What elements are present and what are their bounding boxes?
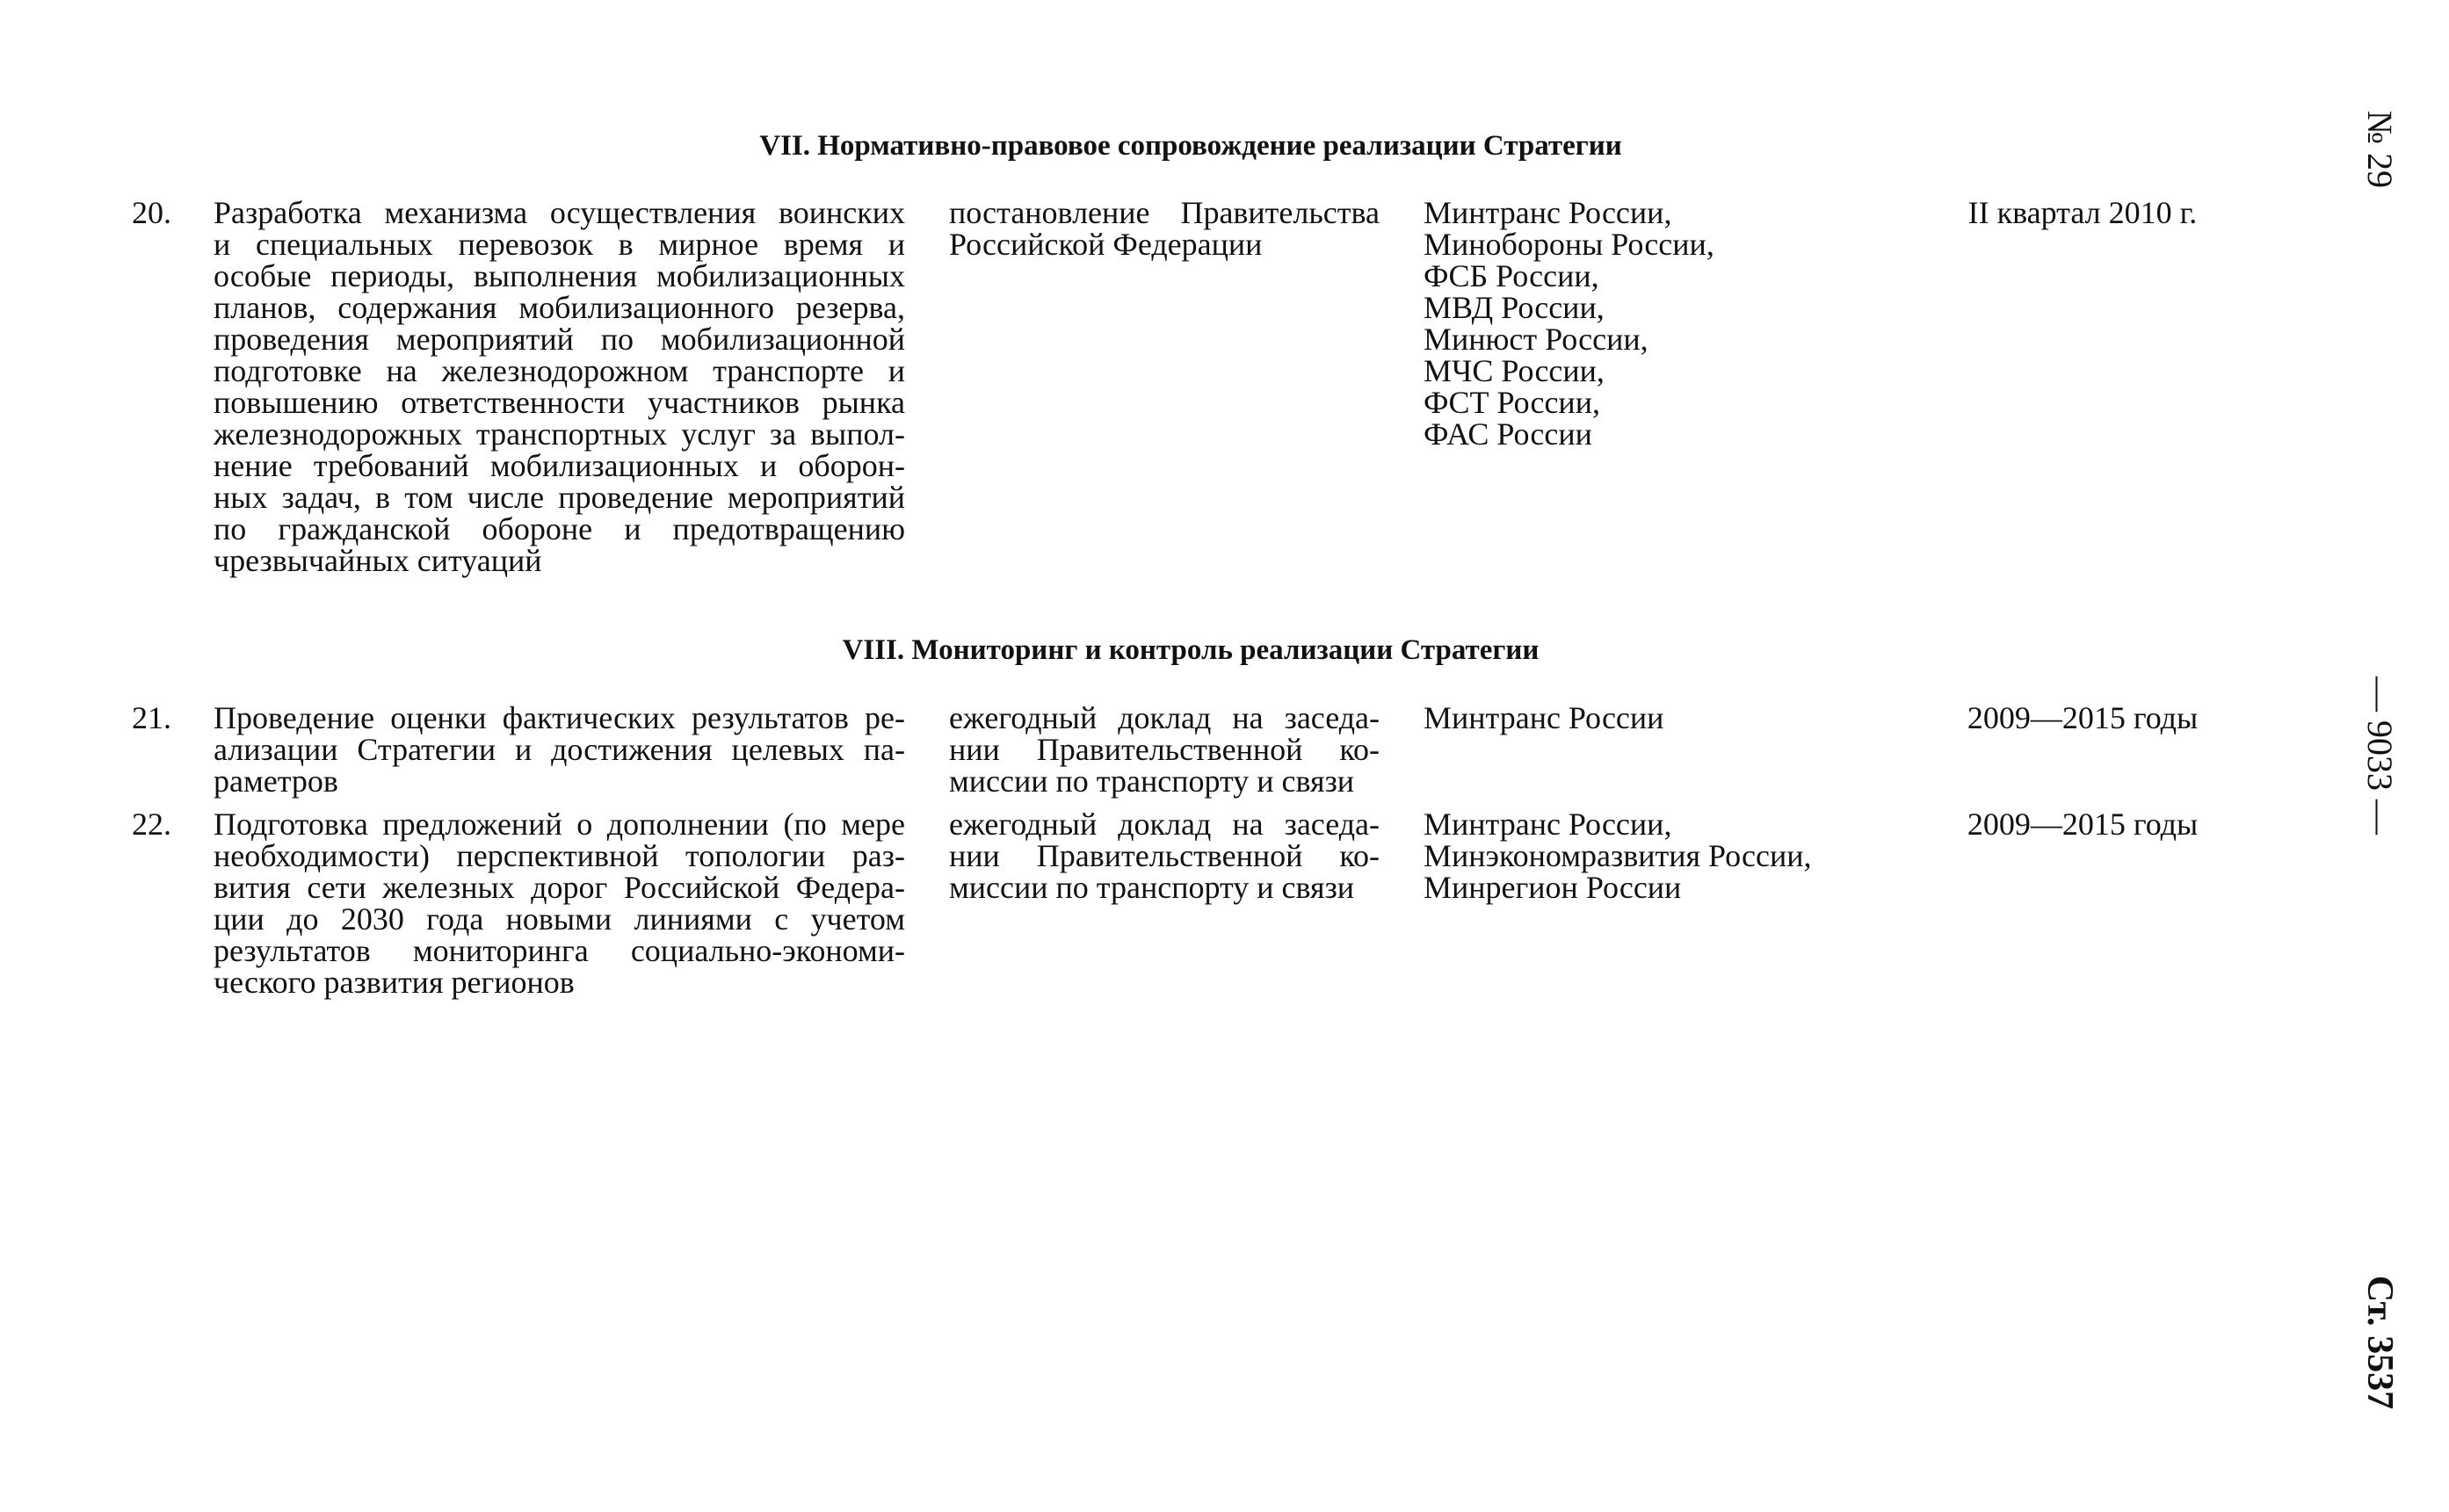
measure-cell xyxy=(214,808,905,998)
measure-line: Подготовка предложений о дополнении (по мере xyxy=(214,807,905,842)
measure-cell xyxy=(214,702,905,797)
issue-number-text: № 29 xyxy=(2360,110,2400,189)
measure-cell xyxy=(214,197,905,576)
measure-line: Проведение оценки фактических результатов ре- xyxy=(214,700,905,735)
measure-line: особые периоды, выполнения мобилизационных xyxy=(214,258,905,293)
row-number: 21. xyxy=(132,700,171,735)
page-number-text: — 9033 — xyxy=(2360,676,2400,835)
responsible-line: Минтранс России, xyxy=(1424,195,1672,230)
responsible-line: Минюст России, xyxy=(1424,322,1648,357)
responsible-line: ФСТ России, xyxy=(1424,385,1600,420)
responsible-cell xyxy=(1424,702,1880,734)
row-number: 20. xyxy=(132,195,171,230)
deadline-cell: II квартал 2010 г. xyxy=(1967,195,2198,230)
responsible-line: Минрегион России xyxy=(1424,870,1682,905)
measure-line: ных задач, в том числе проведение мероприятий xyxy=(214,480,905,515)
measure-line: повышению ответственности участников рынка xyxy=(214,385,905,420)
measure-line: результатов мониторинга социально-экономи- xyxy=(214,933,905,968)
measure-line: вития сети железных дорог Российской Федера- xyxy=(214,870,905,905)
responsible-line: ФАС России xyxy=(1424,416,1592,452)
measure-line: и специальных перевозок в мирное время и xyxy=(214,227,905,262)
form-line: миссии по транспорту и связи xyxy=(949,763,1355,799)
measure-line: железнодорожных транспортных услуг за выпол- xyxy=(214,416,905,452)
responsible-line: Минобороны России, xyxy=(1424,227,1714,262)
measure-line: нение требований мобилизационных и оборон- xyxy=(214,448,905,483)
measure-line: ции до 2030 года новыми линиями с учетом xyxy=(214,901,905,937)
form-line: миссии по транспорту и связи xyxy=(949,870,1355,905)
measure-line: чрезвычайных ситуаций xyxy=(214,543,542,578)
document-form-cell xyxy=(949,197,1380,260)
measure-line: Разработка механизма осуществления воинских xyxy=(214,195,905,230)
form-line: нии Правительственной ко- xyxy=(949,838,1380,873)
article-number-text: Ст. 3537 xyxy=(2359,1275,2400,1410)
responsible-cell xyxy=(1424,197,1880,450)
responsible-line: МЧС России, xyxy=(1424,353,1605,388)
responsible-line: Минтранс России, xyxy=(1424,807,1672,842)
document-form-cell xyxy=(949,702,1380,797)
measure-line: раметров xyxy=(214,763,338,799)
responsible-line: МВД России, xyxy=(1424,290,1605,325)
section-title-vii: VII. Нормативно-правовое сопровождение реализации Стратегии xyxy=(759,130,1622,162)
deadline-cell: 2009—2015 годы xyxy=(1967,807,2199,842)
measure-line: проведения мероприятий по мобилизационной xyxy=(214,322,905,357)
form-line: ежегодный доклад на заседа- xyxy=(949,700,1380,735)
measure-line: ализации Стратегии и достижения целевых па- xyxy=(214,732,905,767)
row-number: 22. xyxy=(132,807,171,842)
form-line: ежегодный доклад на заседа- xyxy=(949,807,1380,842)
responsible-line: Минэкономразвития России, xyxy=(1424,838,1812,873)
form-line: нии Правительственной ко- xyxy=(949,732,1380,767)
section-title-viii: VIII. Мониторинг и контроль реализации Стратегии xyxy=(842,634,1540,666)
measure-line: необходимости) перспективной топологии раз- xyxy=(214,838,905,873)
measure-line: ческого развития регионов xyxy=(214,965,575,1000)
deadline-cell: 2009—2015 годы xyxy=(1967,700,2199,735)
measure-line: по гражданской обороне и предотвращению xyxy=(214,511,905,546)
measure-line: планов, содержания мобилизационного резерва, xyxy=(214,290,905,325)
responsible-cell xyxy=(1424,808,1880,903)
document-form-cell xyxy=(949,808,1380,903)
measure-line: подготовке на железнодорожном транспорте и xyxy=(214,353,905,388)
responsible-line: Минтранс России xyxy=(1424,700,1664,735)
form-line: Российской Федерации xyxy=(949,227,1263,262)
form-line: постановление Правительства xyxy=(949,195,1380,230)
responsible-line: ФСБ России, xyxy=(1424,258,1599,293)
